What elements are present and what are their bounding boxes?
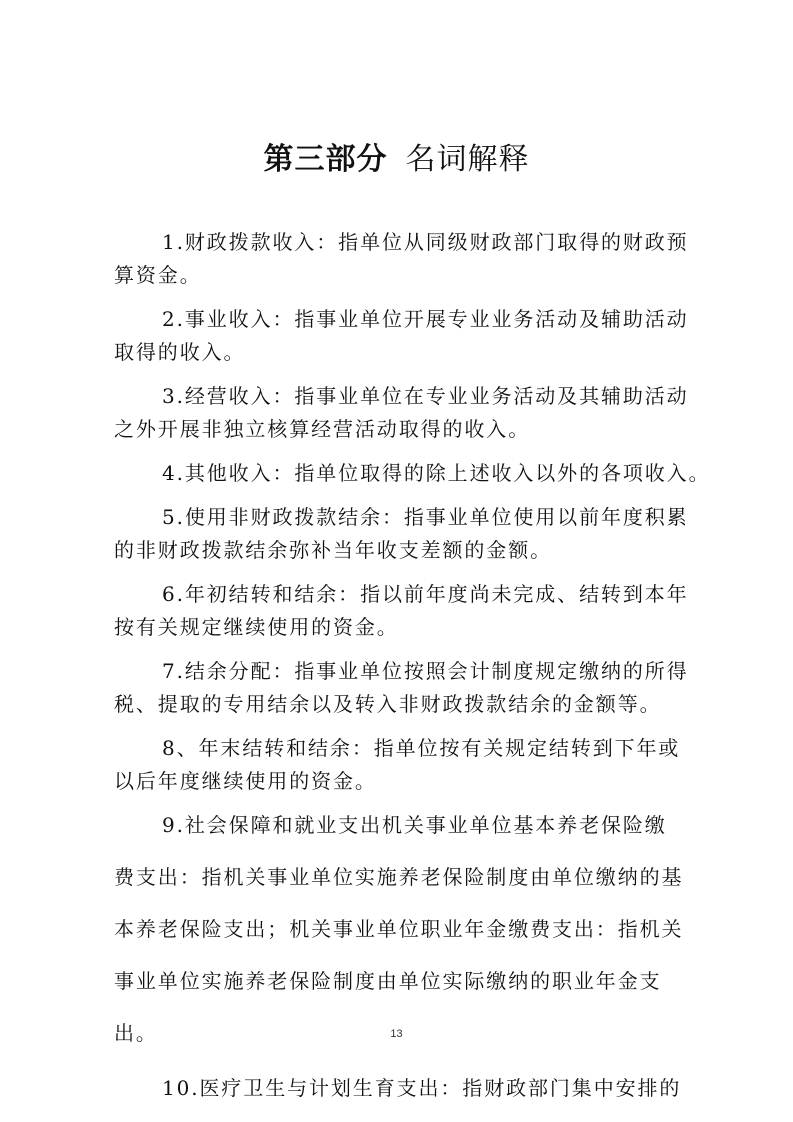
text-line: 算资金。 [114,263,202,287]
text-line: 4.其他收入：指单位取得的除上述收入以外的各项收入。 [162,461,711,485]
text-line: 9.社会保障和就业支出机关事业单位基本养老保险缴 [162,813,667,837]
text-line: 取得的收入。 [114,340,246,364]
text-line: 8、年末结转和结余：指单位按有关规定结转到下年或 [162,736,681,760]
title-topic: 名词解释 [405,142,530,177]
text-line: 出。 [114,1021,158,1045]
text-line: 之外开展非独立核算经营活动取得的收入。 [114,417,531,441]
text-line: 税、提取的专用结余以及转入非财政拨款结余的金额等。 [114,692,662,716]
text-line: 10.医疗卫生与计划生育支出：指财政部门集中安排的 [162,1076,682,1100]
text-line: 2.事业收入：指事业单位开展专业业务活动及辅助活动 [162,307,689,331]
text-line: 3.经营收入：指事业单位在专业业务活动及其辅助活动 [162,384,689,408]
text-line: 1.财政拨款收入：指单位从同级财政部门取得的财政预 [162,230,689,254]
text-line: 以后年度继续使用的资金。 [114,769,377,793]
document-body [114,226,711,1105]
text-line: 按有关规定继续使用的资金。 [114,615,399,639]
text-line: 5.使用非财政拨款结余：指事业单位使用以前年度积累 [162,505,689,529]
text-line: 费支出：指机关事业单位实施养老保险制度由单位缴纳的基 [114,865,684,889]
text-line: 的非财政拨款结余弥补当年收支差额的金额。 [114,538,552,562]
text-line: 本养老保险支出；机关事业单位职业年金缴费支出：指机关 [114,917,684,941]
title-part: 第三部分 [263,142,388,177]
page-title [0,140,793,180]
text-line: 6.年初结转和结余：指以前年度尚未完成、结转到本年 [162,582,689,606]
text-line: 事业单位实施养老保险制度由单位实际缴纳的职业年金支 [114,969,662,993]
page-number: 13 [390,1028,403,1040]
text-line: 7.结余分配：指事业单位按照会计制度规定缴纳的所得 [162,659,689,683]
